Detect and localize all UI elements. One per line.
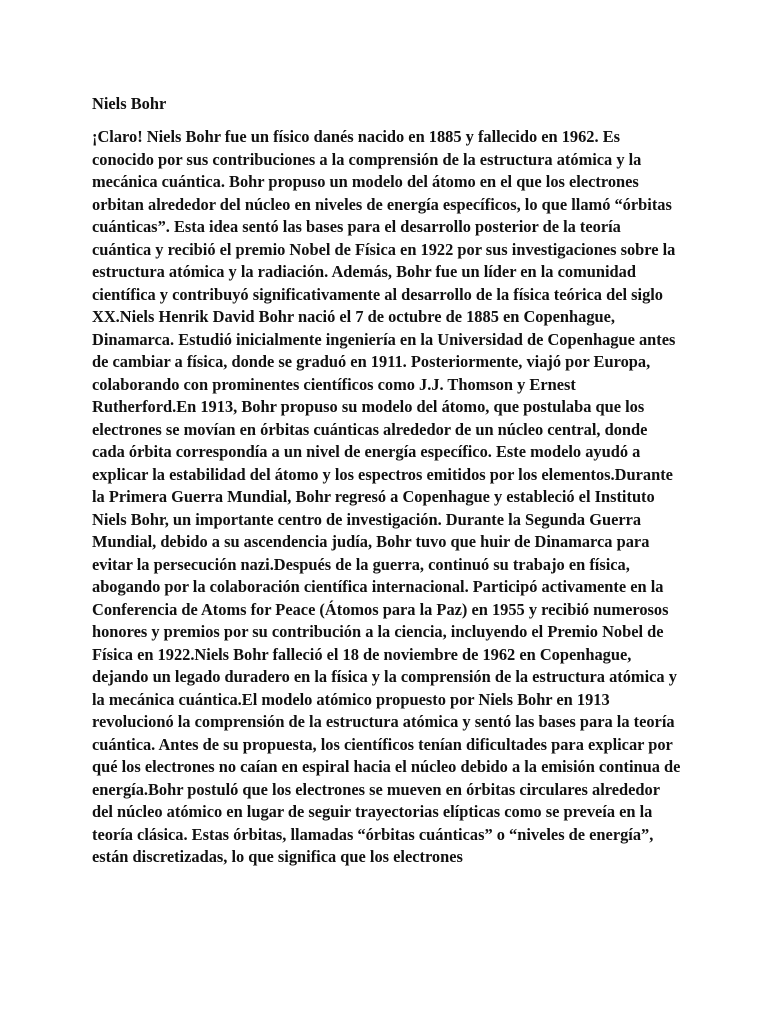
document-body-paragraph: ¡Claro! Niels Bohr fue un físico danés nacido en 1885 y fallecido en 1962. Es conocido por sus contribuciones a la comprensión de la estructura atómica y la mecánica cuántica. Bohr propuso un modelo del átomo en el que los electrones orbitan alrededor del núcleo en niveles de energía específicos, lo que llamó “órbitas cuánticas”. Esta idea sentó las bases para el desarrollo posterior de la teoría cuántica y recibió el premio Nobel de Física en 1922 por sus investigaciones sobre la estructura atómica y la radiación. Además, Bohr fue un líder en la comunidad científica y contribuyó significativamente al desarrollo de la física teórica del siglo XX.Niels Henrik David Bohr nació el 7 de octubre de 1885 en Copenhague, Dinamarca. Estudió inicialmente ingeniería en la Universidad de Copenhague antes de cambiar a física, donde se graduó en 1911. Posteriormente, viajó por Europa, colaborando con prominentes científicos como J.J. Thomson y Ernest Rutherford.En 1913, Bohr propuso su modelo del átomo, que postulaba que los electrones se movían en órbitas cuánticas alrededor de un núcleo central, donde cada órbita correspondía a un nivel de energía específico. Este modelo ayudó a explicar la estabilidad del átomo y los espectros emitidos por los elementos.Durante la Primera Guerra Mundial, Bohr regresó a Copenhague y estableció el Instituto Niels Bohr, un importante centro de investigación. Durante la Segunda Guerra Mundial, debido a su ascendencia judía, Bohr tuvo que huir de Dinamarca para evitar la persecución nazi.Después de la guerra, continuó su trabajo en física, abogando por la colaboración científica internacional. Participó activamente en la Conferencia de Atoms for Peace (Átomos para la Paz) en 1955 y recibió numerosos honores y premios por su contribución a la ciencia, incluyendo el Premio Nobel de Física en 1922.Niels Bohr falleció el 18 de noviembre de 1962 en Copenhague, dejando un legado duradero en la física y la comprensión de la estructura atómica y la mecánica cuántica.El modelo atómico propuesto por Niels Bohr en 1913 revolucionó la comprensión de la estructura atómica y sentó las bases para la teoría cuántica. Antes de su propuesta, los científicos tenían dificultades para explicar por qué los electrones no caían en espiral hacia el núcleo debido a la emisión continua de energía.Bohr postuló que los electrones se mueven en órbitas circulares alrededor del núcleo atómico en lugar de seguir trayectorias elípticas como se preveía en la teoría clásica. Estas órbitas, llamadas “órbitas cuánticas” o “niveles de energía”, están discretizadas, lo que significa que los electrones xyxy=(92,127,681,866)
document-title: Niels Bohr xyxy=(92,94,167,113)
document-content xyxy=(92,93,682,869)
